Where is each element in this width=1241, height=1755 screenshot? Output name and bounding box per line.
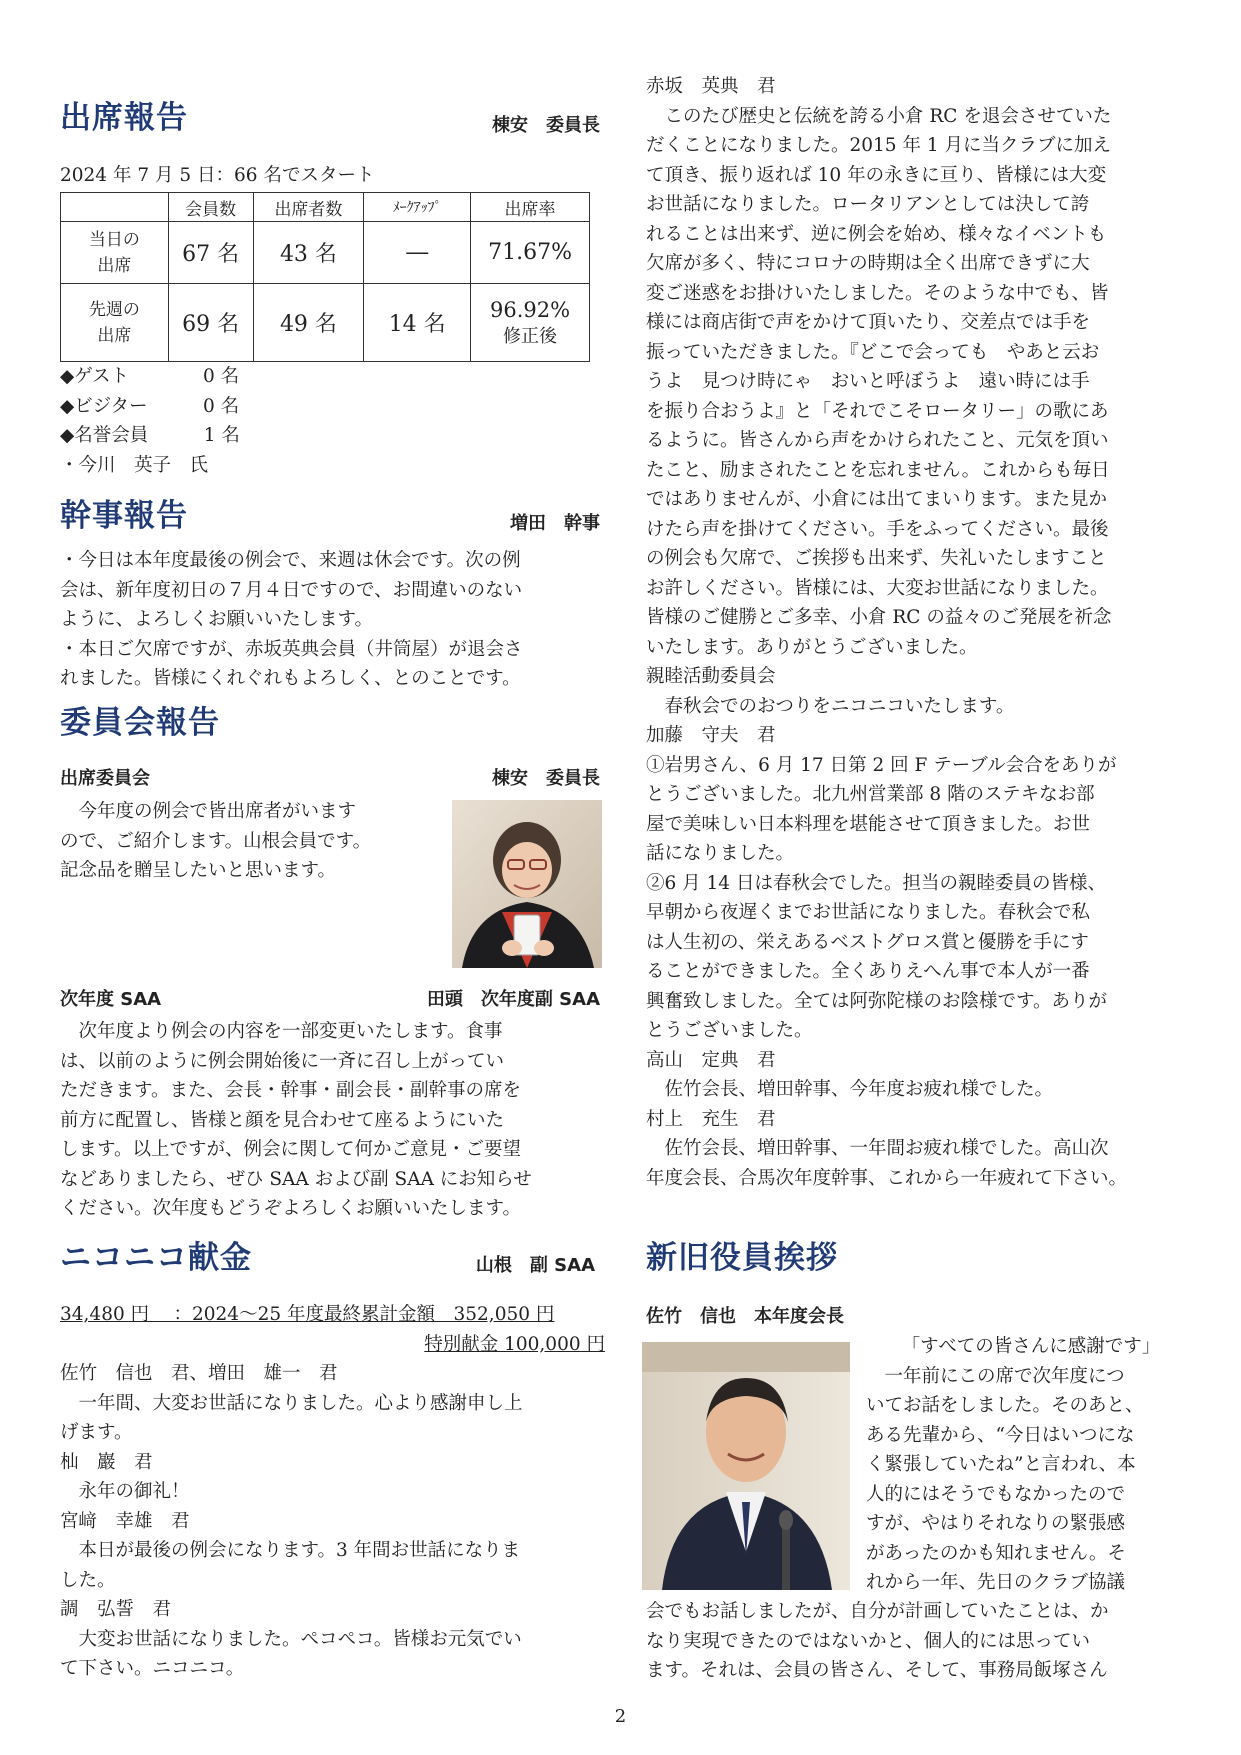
table-cell: 49 名 [253, 284, 364, 362]
text-line: 村上 充生 君 [646, 1108, 776, 1130]
subsection-reporter: 棟安 委員長 [492, 768, 600, 789]
table-cell: 69 名 [168, 284, 253, 362]
nikoniko-reporter: 山根 副 SAA [475, 1255, 595, 1276]
text-line: なり実現できたのではないかと、個人的には思ってい [646, 1630, 1091, 1652]
text-line: て頂き、振り返れば 10 年の永きに亘り、皆様には大変 [646, 164, 1107, 186]
text-line: の例会も欠席で、ご挨拶も出来ず、失礼いたしますこと [646, 548, 1107, 569]
text-line: などありましたら、ぜひ SAA および副 SAA にお知らせ [60, 1168, 532, 1190]
table-header [61, 193, 169, 222]
text-line: げます。 [60, 1422, 133, 1443]
table-row-label: 先週の 出席 [61, 284, 169, 362]
text-line: 佐竹会長、増田幹事、今年度お疲れ様でした。 [646, 1079, 1054, 1100]
text-line: ある先輩から、“今日はいつにな [866, 1424, 1135, 1446]
text-line: 赤坂 英典 君 [646, 76, 776, 97]
text-line: 「すべての皆さんに感謝です」 [901, 1336, 1161, 1357]
greeting-full-body [646, 1597, 1206, 1686]
table-cell: 43 名 [253, 222, 364, 284]
table-cell: 96.92% 修正後 [471, 284, 590, 362]
table-cell: 67 名 [168, 222, 253, 284]
secretary-reporter: 増田 幹事 [510, 513, 600, 534]
nikoniko-header [60, 1232, 595, 1277]
saa-body [60, 1017, 605, 1224]
text-line: 年度会長、合馬次年度幹事、これから一年疲れて下さい。 [646, 1167, 1128, 1189]
text-line: 前方に配置し、皆様と顔を見合わせて座るようにいた [60, 1109, 505, 1131]
text-line: だくことになりました。2015 年 1 月に当クラブに加え [646, 135, 1111, 156]
attendance-start: 2024 年 7 月 5 日：66 名でスタート [60, 165, 375, 186]
right-body [646, 72, 1206, 1193]
text-line: ください。次年度もどうぞよろしくお願いいたします。 [60, 1198, 522, 1219]
text-line: お許しください。皆様には、大変お世話になりました。 [646, 577, 1109, 599]
text-line: 調 弘誓 君 [60, 1599, 172, 1620]
text-line: 話になりました。 [646, 843, 795, 864]
speaker-name: 佐竹 信也 本年度会長 [646, 1306, 844, 1327]
speaker-photo [642, 1342, 850, 1590]
text-line: 永年の御礼！ [60, 1481, 190, 1502]
text-line: 欠席が多く、特にコロナの時期は全く出席できずに大 [646, 253, 1090, 274]
text-line: ①岩男さん、6 月 17 日第 2 回 F テーブル会合をありが [646, 754, 1117, 776]
text-line: します。以上ですが、例会に関して何かご意見・ご要望 [60, 1139, 522, 1160]
text-line: ように、よろしくお願いいたします。 [60, 609, 374, 630]
text-line: 本日が最後の例会になります。3 年間お世話になりま [60, 1540, 521, 1561]
text-line: るように。皆さんから声をかけられたこと、元気を頂い [646, 430, 1109, 451]
attendance-header [60, 92, 600, 137]
text-line: ます。それは、会員の皆さん、そして、事務局飯塚さん [646, 1660, 1108, 1681]
table-row-label: 当日の 出席 [61, 222, 169, 284]
honorary-line: ◆名誉会員 1 名 [60, 425, 240, 446]
attendance-table [60, 192, 590, 362]
text-line: とうございました。 [646, 1020, 813, 1041]
committee-title: 委員会報告 [60, 705, 220, 741]
text-line: 親睦活動委員会 [646, 666, 776, 687]
attend-committee-sub [60, 764, 600, 790]
text-line: があったのかも知れません。そ [866, 1542, 1126, 1564]
committee-header [60, 697, 600, 742]
text-line: いたします。ありがとうございました。 [646, 636, 978, 658]
attendance-list [60, 362, 600, 480]
member-photo-image [452, 800, 602, 968]
text-line: 次年度より例会の内容を一部変更いたします。食事 [78, 1021, 503, 1042]
member-photo [452, 800, 602, 968]
text-line: 会は、新年度初日の７月４日ですので、お間違いのない [60, 579, 523, 601]
saa-sub [60, 985, 600, 1011]
text-line: 高山 定典 君 [646, 1049, 776, 1071]
text-line: とうございました。北九州営業部 8 階のステキなお部 [646, 784, 1095, 805]
text-line: 振っていただきました。『どこで会っても やあと云お [646, 341, 1100, 363]
nikoniko-summary: 34,480 円 ：2024～25 年度最終累計金額 352,050 円 [60, 1304, 555, 1325]
nikoniko-title: ニコニコ献金 [60, 1240, 252, 1276]
text-line: 今年度の例会で皆出席者がいます [78, 801, 357, 822]
text-line: 変ご迷惑をお掛けいたしました。そのような中でも、皆 [646, 282, 1109, 304]
text-line: 佐竹 信也 君、増田 雄一 君 [60, 1363, 338, 1384]
table-cell: 14 名 [364, 284, 471, 362]
speaker-photo-image [642, 1342, 850, 1590]
text-line: は、以前のように例会開始後に一斉に召し上がってい [60, 1050, 505, 1072]
table-header: 会員数 [168, 193, 253, 222]
text-line: 大変お世話になりました。ペコペコ。皆様お元気でい [60, 1628, 522, 1650]
greeting-side-body [866, 1332, 1196, 1598]
text-line: ・今日は本年度最後の例会で、来週は休会です。次の例 [60, 550, 521, 571]
text-line: たこと、励まされたことを忘れません。これからも毎日 [646, 459, 1110, 481]
text-line: 様には商店街で声をかけて頂いたり、交差点では手を [646, 312, 1091, 333]
text-line: 宮﨑 幸雄 君 [60, 1510, 190, 1532]
text-line: く緊張していたね”と言われ、本 [866, 1454, 1136, 1475]
secretary-title: 幹事報告 [60, 498, 188, 534]
nikoniko-special: 特別献金 100,000 円 [424, 1333, 605, 1355]
text-line: 人的にはそうでもなかったので [866, 1483, 1126, 1505]
text-line: て下さい。ニコニコ。 [60, 1658, 245, 1679]
text-line: 早朝から夜遅くまでお世話になりました。春秋会で私 [646, 902, 1091, 923]
text-line: した。 [60, 1569, 116, 1591]
guest-line: ◆ゲスト 0 名 [60, 366, 240, 387]
subsection-title: 次年度 SAA [60, 989, 162, 1010]
greeting-speaker [646, 1302, 1186, 1328]
text-line: ではありませんが、小倉には出てまいります。また見か [646, 489, 1108, 510]
text-line: ただきます。また、会長・幹事・副会長・副幹事の席を [60, 1080, 522, 1101]
text-line: 杣 巖 君 [60, 1451, 153, 1473]
attendance-title: 出席報告 [60, 100, 188, 136]
text-line: ②6 月 14 日は春秋会でした。担当の親睦委員の皆様、 [646, 872, 1106, 894]
text-line: けたら声を掛けてください。手をふってください。最後 [646, 518, 1109, 540]
text-line: れることは出来ず、逆に例会を始め、様々なイベントも [646, 223, 1107, 245]
text-line: 一年間、大変お世話になりました。心より感謝申し上 [60, 1392, 523, 1414]
text-line: れました。皆様にくれぐれもよろしく、とのことです。 [60, 668, 521, 689]
text-line: いてお話をしました。そのあと、 [866, 1395, 1144, 1416]
text-line: 興奮致しました。全ては阿弥陀様のお陰様です。ありが [646, 990, 1108, 1012]
text-line: 加藤 守夫 君 [646, 725, 776, 746]
text-line: 春秋会でのおつりをニコニコいたします。 [646, 695, 1015, 717]
table-header: 出席者数 [253, 193, 364, 222]
table-header: 出席率 [471, 193, 590, 222]
subsection-reporter: 田頭 次年度副 SAA [426, 989, 600, 1010]
text-line: 一年前にこの席で次年度につ [866, 1365, 1125, 1387]
table-header: ﾒｰｸｱｯﾌﾟ [364, 193, 471, 222]
text-line: は人生初の、栄えあるベストグロス賞と優勝を手にす [646, 931, 1089, 953]
text-line: このたび歴史と伝統を誇る小倉 RC を退会させていた [646, 105, 1112, 127]
attendance-reporter: 棟安 委員長 [492, 115, 600, 136]
text-line: お世話になりました。ロータリアンとしては決して誇 [646, 194, 1090, 215]
secretary-body [60, 546, 605, 694]
page-number: 2 [614, 1706, 627, 1727]
text-line: 屋で美味しい日本料理を堪能させて頂きました。お世 [646, 813, 1091, 835]
text-line: れから一年、先日のクラブ協議 [866, 1572, 1126, 1593]
subsection-title: 出席委員会 [60, 768, 150, 789]
table-cell: 71.67% [471, 222, 590, 284]
attend-committee-body [60, 797, 450, 886]
text-line: 記念品を贈呈したいと思います。 [60, 860, 337, 881]
text-line: すが、やはりそれなりの緊張感 [866, 1513, 1126, 1534]
greeting-header [646, 1232, 1186, 1277]
text-line: 佐竹会長、増田幹事、一年間お疲れ様でした。高山次 [646, 1138, 1109, 1159]
text-line: ので、ご紹介します。山根会員です。 [60, 830, 372, 852]
text-line: ・本日ご欠席ですが、赤坂英典会員（井筒屋）が退会さ [60, 638, 523, 660]
text-line: 会でもお話しましたが、自分が計画していたことは、か [646, 1601, 1109, 1622]
honorary-name: ・今川 英子 氏 [60, 454, 209, 476]
text-line: を振り合おうよ』と「それでこそロータリー」の歌にあ [646, 400, 1109, 422]
secretary-header [60, 490, 600, 535]
table-cell: ― [364, 222, 471, 284]
text-line: 皆様のご健勝とご多幸、小倉 RC の益々のご発展を祈念 [646, 607, 1112, 628]
greeting-title: 新旧役員挨拶 [646, 1240, 838, 1276]
visitor-line: ◆ビジター 0 名 [60, 395, 240, 417]
text-line: うよ 見つけ時にゃ おいと呼ぼうよ 遠い時には手 [646, 371, 1090, 392]
text-line: ることができました。全くありえへん事で本人が一番 [646, 961, 1090, 982]
nikoniko-body [60, 1300, 605, 1684]
